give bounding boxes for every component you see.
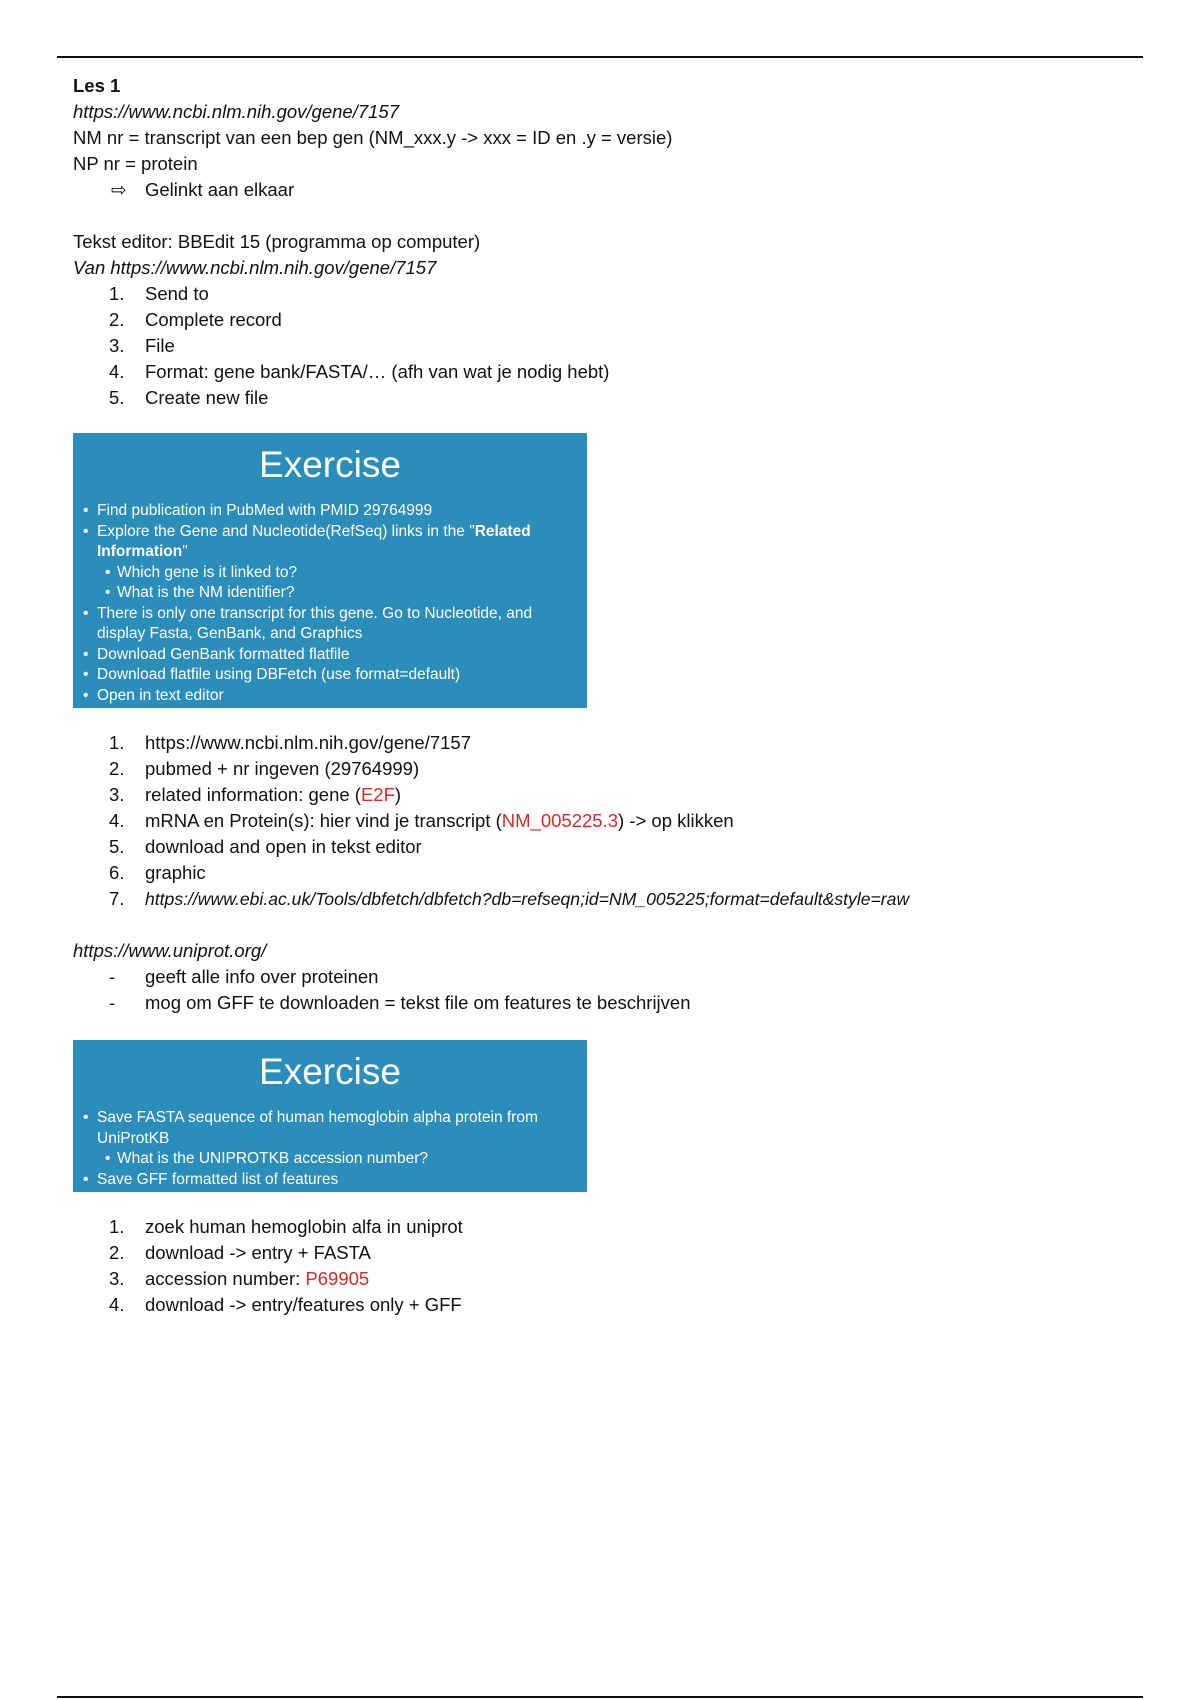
- dbfetch-link[interactable]: https://www.ebi.ac.uk/Tools/dbfetch/dbfetch?db=refseqn;id=NM_005225;format=default&style=raw: [145, 889, 910, 909]
- nm-definition: NM nr = transcript van een bep gen (NM_xxx.y -> xxx = ID en .y = versie): [73, 127, 673, 148]
- slide-title: Exercise: [259, 444, 401, 485]
- uniprot-notes: [73, 964, 1143, 1016]
- slide-bullets: [83, 501, 577, 706]
- top-rule: [57, 56, 1143, 58]
- list-item: 2. pubmed + nr ingeven (29764999): [109, 758, 420, 779]
- slide-bullet: • Open in text editor: [83, 686, 577, 707]
- slide-bullet: • Download GenBank formatted flatfile: [83, 645, 577, 666]
- list-item: 4. mRNA en Protein(s): hier vind je transcript (NM_005225.3) -> op klikken: [109, 810, 734, 831]
- slide-bullet: • Find publication in PubMed with PMID 29764999: [83, 501, 577, 522]
- slide-bullet: • Save GFF formatted list of features: [83, 1170, 577, 1191]
- accession-number: P69905: [305, 1268, 370, 1289]
- list-item: 2. download -> entry + FASTA: [109, 1242, 371, 1263]
- list-item: 3. related information: gene (E2F): [109, 784, 402, 805]
- slide-sub-bullet: • What is the UNIPROTKB accession number?: [83, 1149, 577, 1170]
- exercise2-answers: [73, 1214, 1143, 1318]
- slide-bullet: • Download flatfile using DBFetch (use format=default): [83, 665, 577, 686]
- list-item: - mog om GFF te downloaden = tekst file om features te beschrijven: [109, 992, 691, 1013]
- slide-title: Exercise: [259, 1051, 401, 1092]
- editor-line: Tekst editor: BBEdit 15 (programma op computer): [73, 231, 481, 252]
- list-item: 1. https://www.ncbi.nlm.nih.gov/gene/7157: [109, 732, 471, 753]
- document-body: [73, 73, 1143, 1318]
- uniprot-url[interactable]: https://www.uniprot.org/: [73, 940, 267, 961]
- list-item: 5. Create new file: [109, 387, 269, 408]
- linked-text: Gelinkt aan elkaar: [145, 179, 295, 200]
- slide-bullet: • Explore the Gene and Nucleotide(RefSeq) links in the "Related Information": [83, 522, 577, 563]
- list-item: 4. download -> entry/features only + GFF: [109, 1294, 462, 1315]
- list-item: 5. download and open in tekst editor: [109, 836, 422, 857]
- slide-bullets: [83, 1108, 577, 1190]
- page-title: Les 1: [73, 75, 121, 96]
- linked-note: [73, 177, 1143, 203]
- list-item: 6. graphic: [109, 862, 206, 883]
- exercise-slide-1: [73, 433, 587, 708]
- slide-bullet: • There is only one transcript for this gene. Go to Nucleotide, and display Fasta, GenBank, and Graphics: [83, 604, 577, 645]
- slide-bullet: • Save FASTA sequence of human hemoglobin alpha protein from UniProtKB: [83, 1108, 577, 1149]
- list-item: 3. File: [109, 335, 175, 356]
- list-item: 2. Complete record: [109, 309, 282, 330]
- np-definition: NP nr = protein: [73, 153, 198, 174]
- transcript-id: NM_005225.3: [501, 810, 618, 831]
- bottom-rule: [57, 1696, 1143, 1698]
- list-item: 3. accession number: P69905: [109, 1268, 370, 1289]
- list-item: 7. https://www.ebi.ac.uk/Tools/dbfetch/dbfetch?db=refseqn;id=NM_005225;format=default&style=raw: [109, 888, 910, 909]
- list-item: 4. Format: gene bank/FASTA/… (afh van wat je nodig hebt): [109, 361, 610, 382]
- list-item: - geeft alle info over proteinen: [109, 966, 379, 987]
- gene-url[interactable]: https://www.ncbi.nlm.nih.gov/gene/7157: [73, 101, 399, 122]
- exercise-slide-2: [73, 1040, 587, 1192]
- slide-sub-bullet: • What is the NM identifier?: [83, 583, 577, 604]
- arrow-right-icon: ⇨: [111, 179, 127, 200]
- van-line: Van https://www.ncbi.nlm.nih.gov/gene/7157: [73, 257, 437, 278]
- slide-sub-bullet: • Which gene is it linked to?: [83, 563, 577, 584]
- list-item: 1. zoek human hemoglobin alfa in uniprot: [109, 1216, 463, 1237]
- exercise1-answers: [73, 730, 1143, 912]
- ncbi-link[interactable]: https://www.ncbi.nlm.nih.gov/gene/7157: [145, 732, 471, 753]
- gene-name: E2F: [360, 784, 395, 805]
- list-item: 1. Send to: [109, 283, 209, 304]
- editor-steps: [73, 281, 1143, 411]
